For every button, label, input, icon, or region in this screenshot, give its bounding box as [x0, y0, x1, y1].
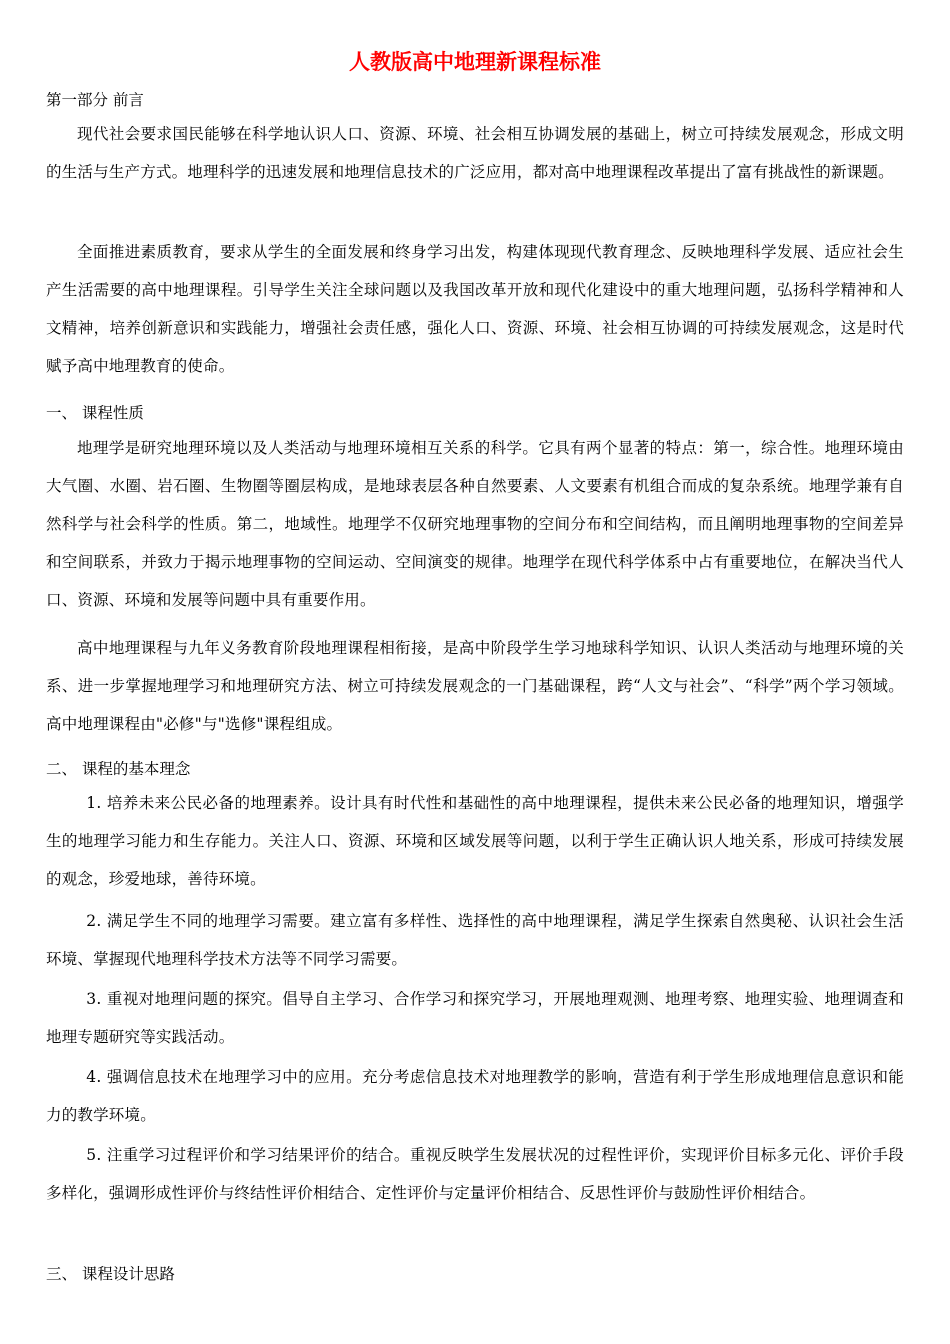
- concept-item-5: 5. 注重学习过程评价和学习结果评价的结合。重视反映学生发展状况的过程性评价，实现评价目标多元化、评价手段多样化，强调形成性评价与终结性评价相结合、定性评价与定量评价相结合、反思性评价与鼓励性评价相结合。: [46, 1146, 904, 1202]
- document-title: 人教版高中地理新课程标准: [349, 49, 601, 74]
- concept-item-1: 1. 培养未来公民必备的地理素养。设计具有时代性和基础性的高中地理课程，提供未来公民必备的地理知识，增强学生的地理学习能力和生存能力。关注人口、资源、环境和区域发展等问题，以利于学生正确认识人地关系，形成可持续发展的观念，珍爱地球，善待环境。: [46, 794, 904, 888]
- part-heading: 第一部分 前言: [46, 91, 144, 109]
- section-heading-concepts: 二、 课程的基本理念: [46, 760, 191, 778]
- section-heading-nature: 一、 课程性质: [46, 404, 144, 422]
- intro-paragraph-1: 现代社会要求国民能够在科学地认识人口、资源、环境、社会相互协调发展的基础上，树立可持续发展观念，形成文明的生活与生产方式。地理科学的迅速发展和地理信息技术的广泛应用，都对高中地理课程改革提出了富有挑战性的新课题。: [46, 125, 904, 181]
- concept-item-2: 2. 满足学生不同的地理学习需要。建立富有多样性、选择性的高中地理课程，满足学生探索自然奥秘、认识社会生活环境、掌握现代地理科学技术方法等不同学习需要。: [46, 912, 904, 968]
- concept-item-4: 4. 强调信息技术在地理学习中的应用。充分考虑信息技术对地理教学的影响，营造有利于学生形成地理信息意识和能力的教学环境。: [46, 1068, 904, 1124]
- section-heading-design: 三、 课程设计思路: [46, 1265, 175, 1283]
- concept-item-3: 3. 重视对地理问题的探究。倡导自主学习、合作学习和探究学习，开展地理观测、地理考察、地理实验、地理调查和地理专题研究等实践活动。: [46, 990, 904, 1046]
- section1-paragraph-2: 高中地理课程与九年义务教育阶段地理课程相衔接，是高中阶段学生学习地球科学知识、认识人类活动与地理环境的关系、进一步掌握地理学习和地理研究方法、树立可持续发展观念的一门基础课程，跨“人文与社会”、“科学”两个学习领域。高中地理课程由"必修"与"选修"课程组成。: [46, 639, 904, 733]
- intro-paragraph-2: 全面推进素质教育，要求从学生的全面发展和终身学习出发，构建体现现代教育理念、反映地理科学发展、适应社会生产生活需要的高中地理课程。引导学生关注全球问题以及我国改革开放和现代化建设中的重大地理问题，弘扬科学精神和人文精神，培养创新意识和实践能力，增强社会责任感，强化人口、资源、环境、社会相互协调的可持续发展观念，这是时代赋予高中地理教育的使命。: [46, 243, 904, 375]
- section1-paragraph-1: 地理学是研究地理环境以及人类活动与地理环境相互关系的科学。它具有两个显著的特点：第一，综合性。地理环境由大气圈、水圈、岩石圈、生物圈等圈层构成，是地球表层各种自然要素、人文要素有机组合而成的复杂系统。地理学兼有自然科学与社会科学的性质。第二，地域性。地理学不仅研究地理事物的空间分布和空间结构，而且阐明地理事物的空间差异和空间联系，并致力于揭示地理事物的空间运动、空间演变的规律。地理学在现代科学体系中占有重要地位，在解决当代人口、资源、环境和发展等问题中具有重要作用。: [46, 439, 904, 609]
